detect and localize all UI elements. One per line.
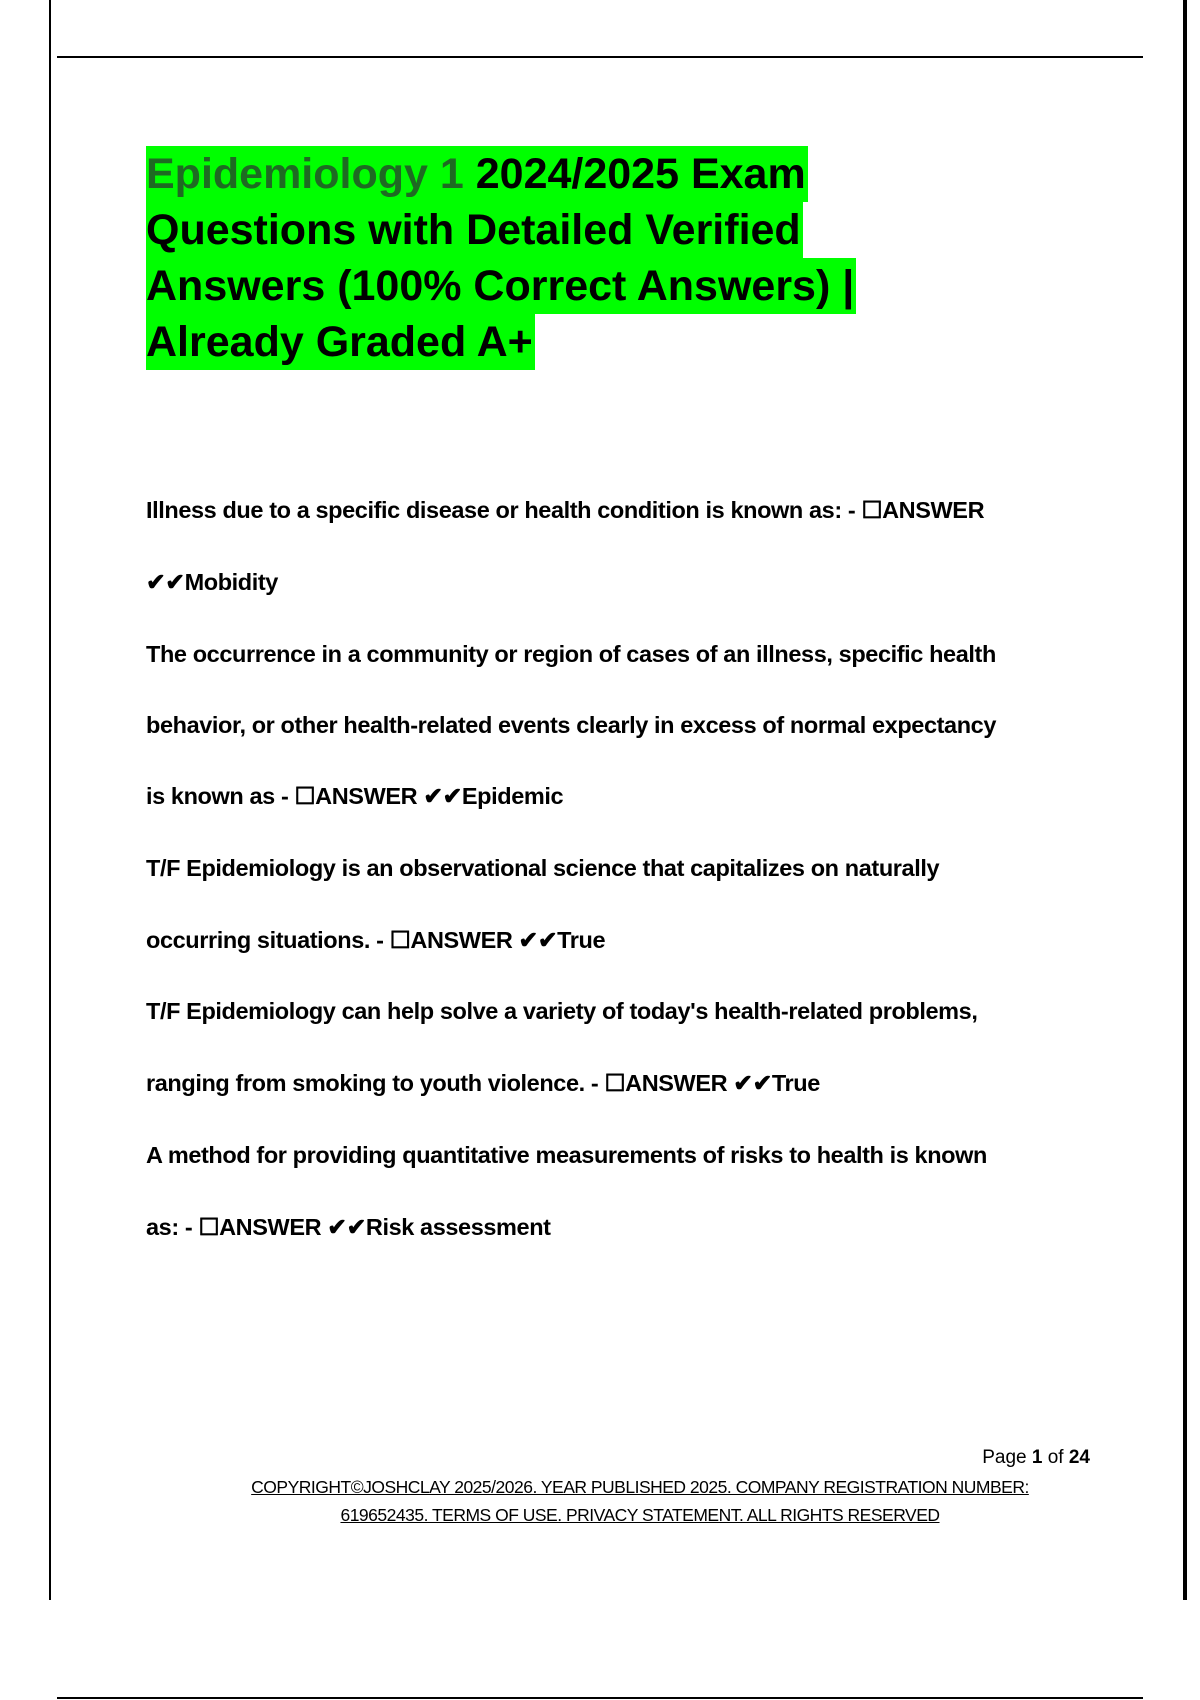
qa-line: A method for providing quantitative measurements of risks to health is known [146, 1142, 987, 1168]
title-line-4-text: Already Graded A+ [146, 318, 533, 366]
qa-line: Illness due to a specific disease or health condition is known as: - ☐ANSWER [146, 497, 985, 523]
title-line-4 [146, 314, 535, 370]
qa-line: T/F Epidemiology is an observational science that capitalizes on naturally [146, 855, 940, 881]
page-of: of [1047, 1447, 1064, 1468]
page-border-right [1183, 0, 1187, 1600]
title-line-3 [146, 258, 856, 314]
title-line-1 [146, 146, 808, 202]
qa-line: as: - ☐ANSWER ✔✔Risk assessment [146, 1214, 551, 1240]
qa-line: is known as - ☐ANSWER ✔✔Epidemic [146, 783, 564, 809]
copyright-line-1: COPYRIGHT©JOSHCLAY 2025/2026. YEAR PUBLISHED 2025. COMPANY REGISTRATION NUMBER: [251, 1477, 1029, 1497]
qa-line: The occurrence in a community or region of cases of an illness, specific health [146, 641, 996, 667]
title-line-2 [146, 202, 803, 258]
title-line-3-text: Answers (100% Correct Answers) | [146, 262, 855, 310]
title-line-2-text: Questions with Detailed Verified [146, 206, 801, 254]
page-number [900, 1447, 1090, 1469]
document-title [146, 146, 966, 370]
page-current: 1 [1031, 1447, 1043, 1468]
question-answer-list [146, 490, 1106, 1279]
copyright-notice [160, 1473, 1120, 1529]
title-line-1-faded: Epidemiology 1 [146, 150, 476, 198]
qa-line: T/F Epidemiology can help solve a variety of today's health-related problems, [146, 998, 978, 1024]
bottom-rule [57, 1697, 1143, 1699]
qa-line: occurring situations. - ☐ANSWER ✔✔True [146, 927, 606, 953]
qa-line: behavior, or other health-related events clearly in excess of normal expectancy [146, 712, 997, 738]
page-total: 24 [1068, 1447, 1090, 1468]
qa-line: ranging from smoking to youth violence. - ☐ANSWER ✔✔True [146, 1070, 820, 1096]
copyright-line-2: 619652435. TERMS OF USE. PRIVACY STATEMENT. ALL RIGHTS RESERVED [340, 1505, 940, 1525]
top-rule [57, 56, 1143, 58]
qa-line: ✔✔Mobidity [146, 569, 278, 595]
page-label: Page [982, 1447, 1027, 1468]
page-border-left [49, 0, 51, 1600]
title-line-1-text: 2024/2025 Exam [475, 150, 806, 198]
